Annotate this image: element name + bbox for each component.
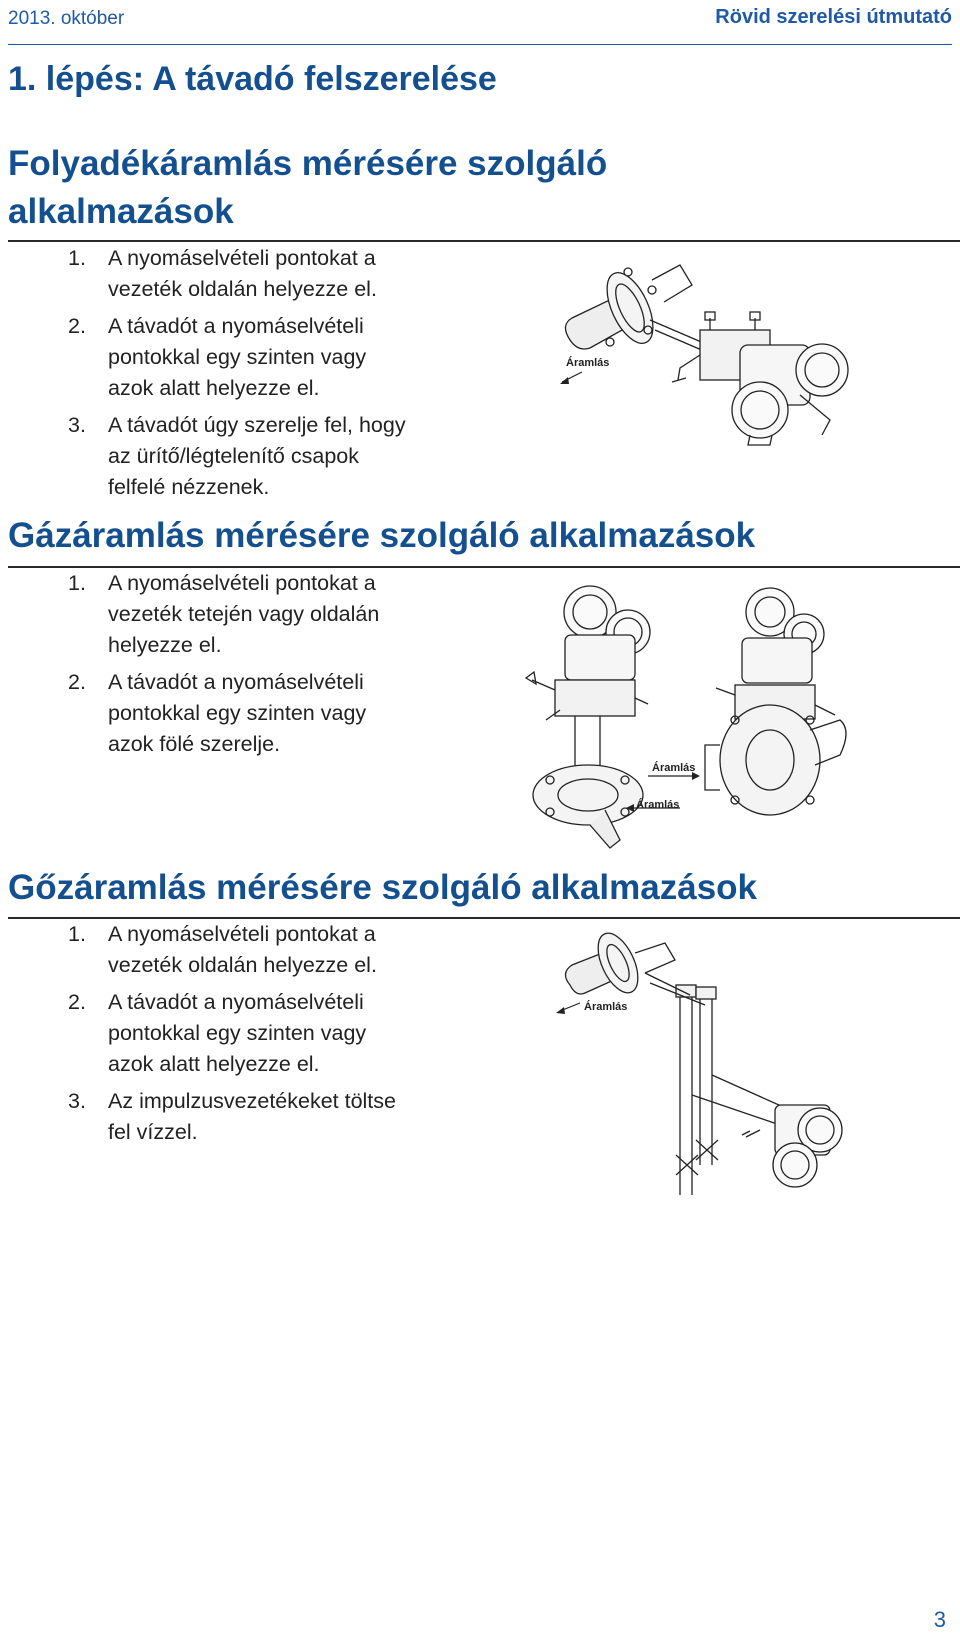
list-item <box>68 243 406 305</box>
steam-installation-figure <box>550 925 860 1205</box>
flow-label-gas-left: Áramlás <box>636 799 680 811</box>
header-date: 2013. október <box>8 8 125 29</box>
list-item <box>68 667 379 760</box>
item-text: azok alatt helyezze el. <box>108 1052 320 1076</box>
section-liquid-title-line2: alkalmazások <box>8 192 234 231</box>
item-number: 1. <box>68 571 86 595</box>
item-text: fel vízzel. <box>108 1120 198 1144</box>
item-number: 1. <box>68 922 86 946</box>
section-liquid-title-line1: Folyadékáramlás mérésére szolgáló <box>8 144 608 183</box>
item-text: vezeték tetején vagy oldalán <box>108 602 380 626</box>
section-liquid-title <box>8 140 607 236</box>
item-text: vezeték oldalán helyezze el. <box>108 277 377 301</box>
item-text: vezeték oldalán helyezze el. <box>108 953 377 977</box>
item-text: A nyomáselvételi pontokat a <box>108 922 376 946</box>
section-liquid-rule <box>8 240 960 242</box>
list-item <box>68 410 406 503</box>
step-title: 1. lépés: A távadó felszerelése <box>8 60 497 98</box>
item-text: Az impulzusvezetékeket töltse <box>108 1089 396 1113</box>
item-text: felfelé nézzenek. <box>108 475 270 499</box>
item-number: 2. <box>68 314 86 338</box>
item-text: azok fölé szerelje. <box>108 732 281 756</box>
list-item <box>68 568 379 661</box>
item-text: az ürítő/légtelenítő csapok <box>108 444 359 468</box>
item-text: helyezze el. <box>108 633 222 657</box>
section-gas-title: Gázáramlás mérésére szolgáló alkalmazások <box>8 516 756 555</box>
flow-label: Áramlás <box>566 357 610 369</box>
item-text: pontokkal egy szinten vagy <box>108 345 367 369</box>
item-number: 2. <box>68 990 86 1014</box>
item-text: A nyomáselvételi pontokat a <box>108 571 376 595</box>
list-item <box>68 919 396 981</box>
item-number: 1. <box>68 246 86 270</box>
flow-label: Áramlás <box>584 1001 628 1013</box>
section-steam-steps <box>68 919 396 1154</box>
item-text: A távadót a nyomáselvételi <box>108 314 364 338</box>
item-number: 3. <box>68 1089 86 1113</box>
list-item <box>68 311 406 404</box>
item-text: A távadót úgy szerelje fel, hogy <box>108 413 406 437</box>
liquid-installation-figure <box>560 250 880 480</box>
item-number: 2. <box>68 670 86 694</box>
list-item <box>68 987 396 1080</box>
header-doc-title: Rövid szerelési útmutató <box>715 6 952 28</box>
item-text: A távadót a nyomáselvételi <box>108 990 364 1014</box>
header-rule <box>8 44 952 45</box>
item-number: 3. <box>68 413 86 437</box>
section-gas-steps <box>68 568 379 766</box>
item-text: azok alatt helyezze el. <box>108 376 320 400</box>
item-text: A nyomáselvételi pontokat a <box>108 246 376 270</box>
page-number: 3 <box>933 1607 946 1632</box>
item-text: pontokkal egy szinten vagy <box>108 701 367 725</box>
gas-installation-figure <box>520 580 860 860</box>
item-text: pontokkal egy szinten vagy <box>108 1021 367 1045</box>
section-steam-title: Gőzáramlás mérésére szolgáló alkalmazások <box>8 868 758 907</box>
item-text: A távadót a nyomáselvételi <box>108 670 364 694</box>
flow-label-gas-right: Áramlás <box>652 762 696 774</box>
list-item <box>68 1086 396 1148</box>
section-liquid-steps <box>68 243 406 509</box>
